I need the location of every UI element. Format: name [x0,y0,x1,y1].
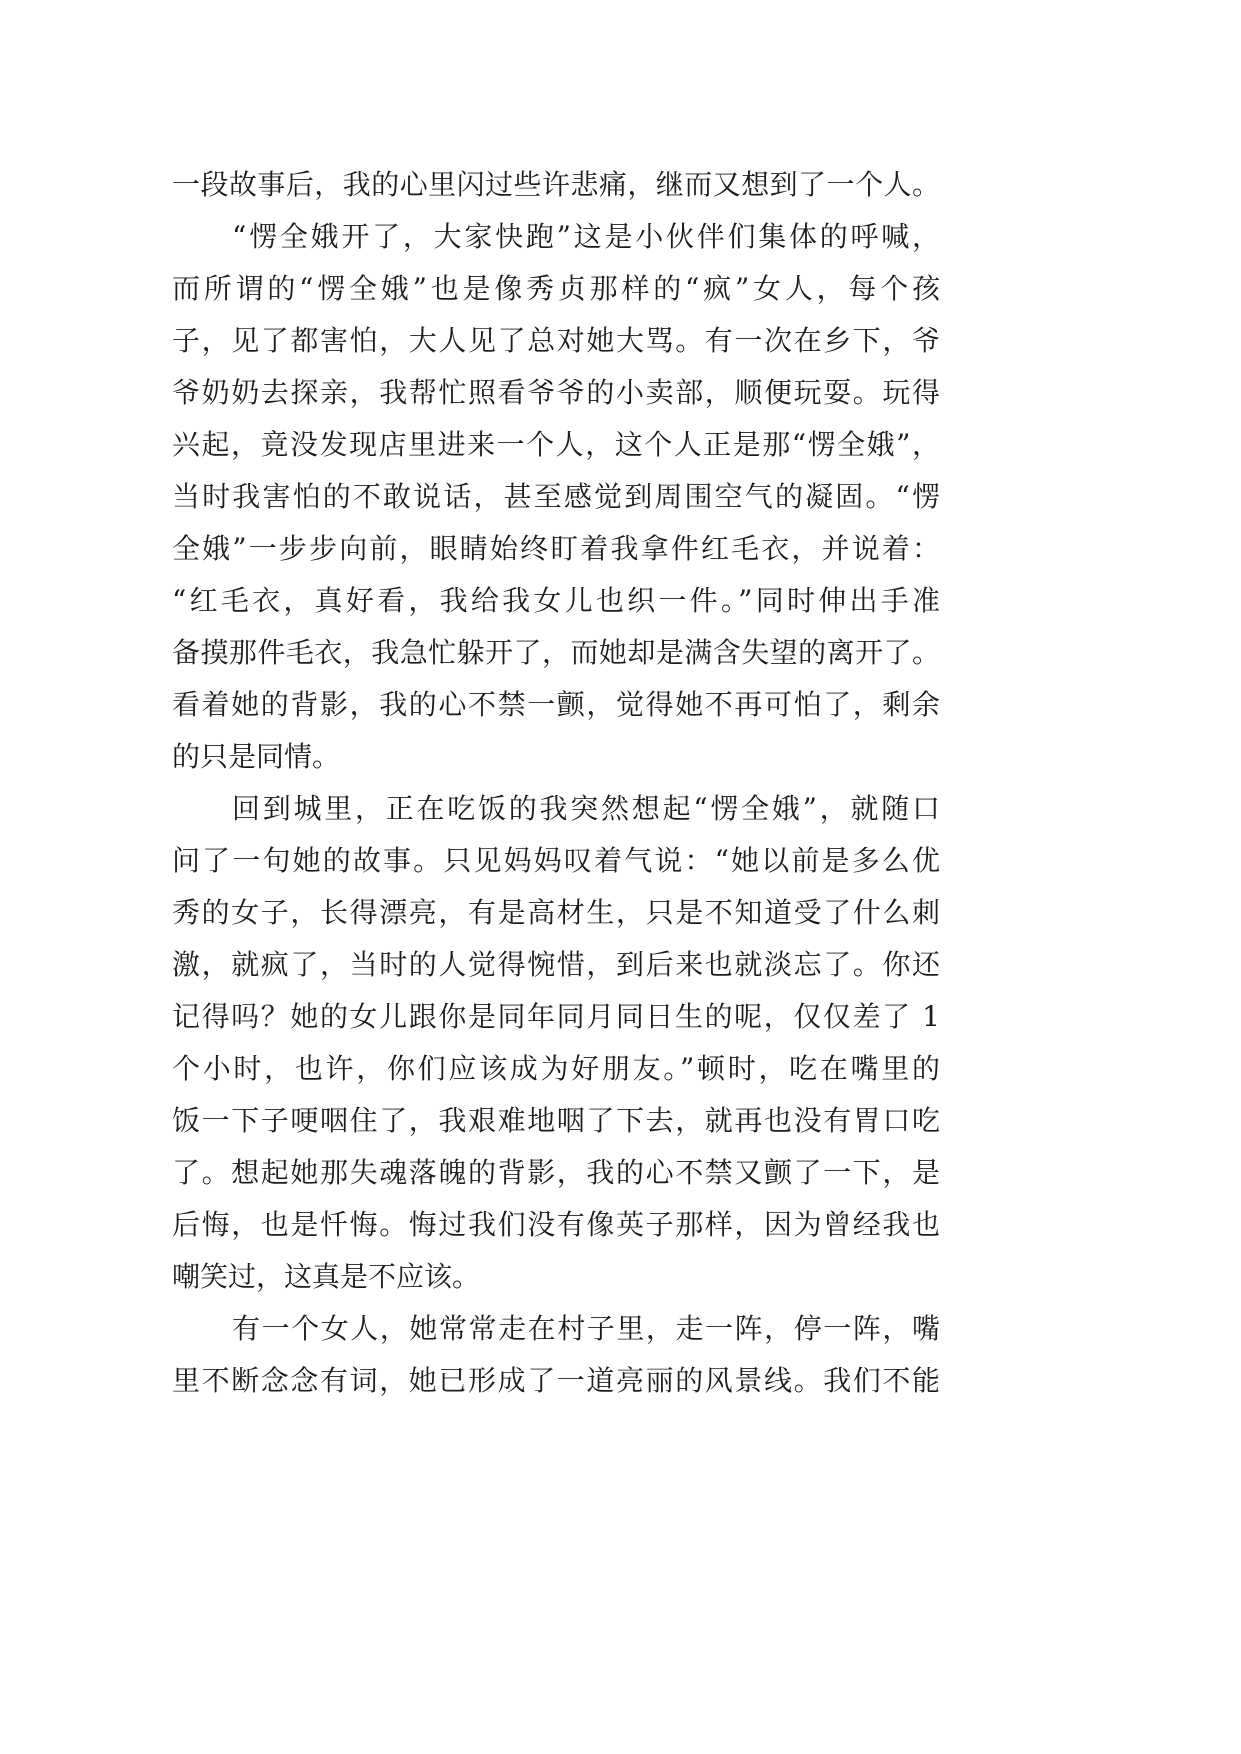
text-line: 问了一句她的故事。只见妈妈叹着气说：“她以前是多么优 [172,844,940,877]
paragraph [172,159,940,211]
text-line: 记得吗？她的女儿跟你是同年同月同日生的呢，仅仅差了 1 [172,1000,940,1033]
paragraph [172,783,940,1303]
text-line: 一段故事后，我的心里闪过些许悲痛，继而又想到了一个人。 [172,168,940,201]
text-line: 激，就疯了，当时的人觉得惋惜，到后来也就淡忘了。你还 [172,948,940,981]
text-line: 有一个女人，她常常走在村子里，走一阵，停一阵，嘴 [232,1312,940,1345]
text-line: 看着她的背影，我的心不禁一颤，觉得她不再可怕了，剩余 [172,688,940,721]
text-line: 饭一下子哽咽住了，我艰难地咽了下去，就再也没有胃口吃 [172,1104,940,1137]
text-line: “愣全娥开了，大家快跑”这是小伙伴们集体的呼喊， [232,220,940,253]
text-line: 而所谓的“愣全娥”也是像秀贞那样的“疯”女人，每个孩 [172,272,940,305]
paragraph [172,211,940,783]
text-line: 回到城里，正在吃饭的我突然想起“愣全娥”，就随口 [232,792,940,825]
paragraph [172,1303,940,1407]
text-line: 秀的女子，长得漂亮，有是高材生，只是不知道受了什么刺 [172,896,940,929]
text-line: 兴起，竟没发现店里进来一个人，这个人正是那“愣全娥”， [172,428,940,461]
text-line: 子，见了都害怕，大人见了总对她大骂。有一次在乡下，爷 [172,324,940,357]
text-line: 了。想起她那失魂落魄的背影，我的心不禁又颤了一下，是 [172,1156,940,1189]
body-text [172,159,940,1407]
text-line: 当时我害怕的不敢说话，甚至感觉到周围空气的凝固。“愣 [172,480,940,513]
text-line: 爷奶奶去探亲，我帮忙照看爷爷的小卖部，顺便玩耍。玩得 [172,376,940,409]
text-line: “红毛衣，真好看，我给我女儿也织一件。”同时伸出手准 [172,584,940,617]
text-line: 的只是同情。 [172,740,341,773]
text-line: 里不断念念有词，她已形成了一道亮丽的风景线。我们不能 [172,1364,940,1397]
text-line: 备摸那件毛衣，我急忙躲开了，而她却是满含失望的离开了。 [172,636,940,669]
text-line: 嘲笑过，这真是不应该。 [172,1260,481,1293]
text-line: 个小时，也许，你们应该成为好朋友。”顿时，吃在嘴里的 [172,1052,940,1085]
text-line: 全娥”一步步向前，眼睛始终盯着我拿件红毛衣，并说着： [172,532,940,565]
text-line: 后悔，也是忏悔。悔过我们没有像英子那样，因为曾经我也 [172,1208,940,1241]
